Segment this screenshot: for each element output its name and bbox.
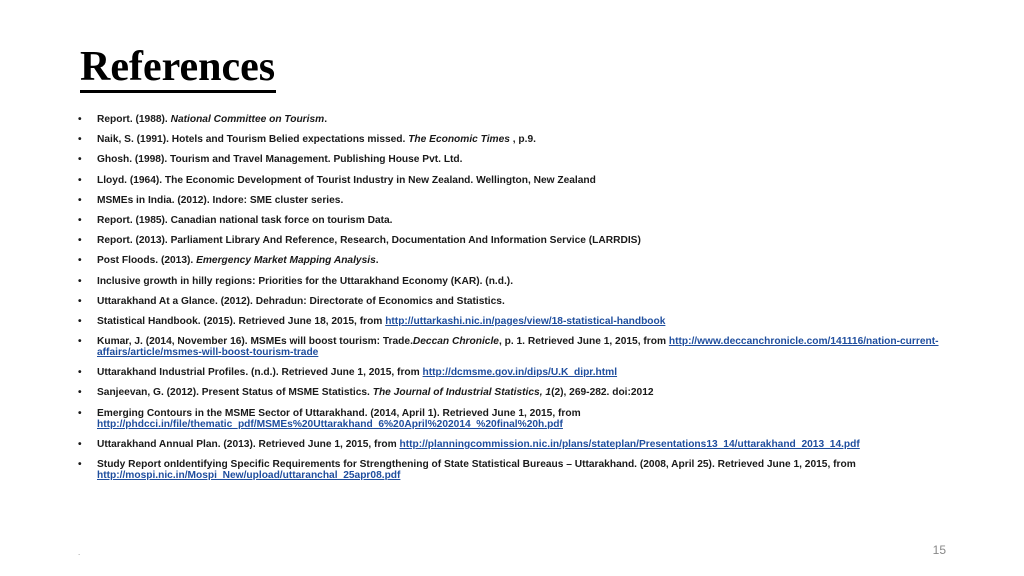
reference-link[interactable]: http://mospi.nic.in/Mospi_New/upload/uttaranchal_25apr08.pdf — [97, 470, 401, 481]
page-number: 15 — [932, 543, 946, 557]
reference-text: Post Floods. (2013). — [97, 255, 197, 267]
bullet-icon: • — [78, 407, 82, 419]
reference-link[interactable]: http://dcmsme.gov.in/dips/U.K_dipr.html — [422, 367, 618, 379]
reference-italic: Deccan Chronicle — [412, 336, 499, 348]
bullet-icon: • — [78, 154, 82, 166]
corner-mark: . — [78, 548, 81, 557]
reference-item — [78, 276, 958, 287]
reference-item — [78, 316, 958, 327]
bullet-icon: • — [78, 134, 82, 146]
reference-text-after: , p. 1. Retrieved June 1, 2015, from — [498, 336, 669, 348]
bullet-icon: • — [78, 214, 82, 226]
reference-item — [78, 367, 958, 378]
bullet-icon: • — [78, 114, 82, 125]
reference-item — [78, 215, 958, 226]
references-list — [78, 114, 958, 490]
reference-text: Uttarakhand Industrial Profiles. (n.d.). Retrieved June 1, 2015, from — [97, 367, 423, 379]
bullet-icon: • — [78, 459, 82, 470]
reference-item — [78, 408, 958, 430]
reference-text: Statistical Handbook. (2015). Retrieved June 18, 2015, from — [97, 315, 386, 327]
reference-italic: National Committee on Tourism — [170, 114, 325, 125]
bullet-icon: • — [78, 275, 82, 287]
reference-item — [78, 195, 958, 206]
reference-text-after: . — [375, 255, 379, 267]
bullet-icon: • — [78, 194, 82, 206]
reference-text: Kumar, J. (2014, November 16). MSMEs will boost tourism: Trade. — [97, 336, 413, 348]
reference-text: Emerging Contours in the MSME Sector of Uttarakhand. (2014, April 1). Retrieved June 1, 2015, from — [97, 407, 581, 419]
reference-text: Sanjeevan, G. (2012). Present Status of MSME Statistics. — [97, 387, 373, 399]
bullet-icon: • — [78, 255, 82, 267]
reference-text: Ghosh. (1998). Tourism and Travel Management. Publishing House Pvt. Ltd. — [97, 154, 463, 166]
reference-italic: The Journal of Industrial Statistics, 1 — [372, 387, 552, 399]
title-underline — [80, 90, 276, 93]
reference-text: Inclusive growth in hilly regions: Priorities for the Uttarakhand Economy (KAR). (n.d.). — [97, 275, 514, 287]
reference-item — [78, 154, 958, 165]
reference-text: Report. (1985). Canadian national task force on tourism Data. — [97, 214, 393, 226]
reference-text: Report. (2013). Parliament Library And Reference, Research, Documentation And Information Service (LARRDIS) — [97, 235, 641, 247]
reference-item — [78, 439, 958, 450]
bullet-icon: • — [78, 367, 82, 379]
reference-item — [78, 175, 958, 186]
reference-item — [78, 134, 958, 145]
reference-item — [78, 459, 958, 481]
reference-item — [78, 235, 958, 246]
reference-italic: The Economic Times — [408, 134, 510, 146]
reference-text: Naik, S. (1991). Hotels and Tourism Belied expectations missed. — [97, 134, 409, 146]
reference-text: Uttarakhand Annual Plan. (2013). Retrieved June 1, 2015, from — [97, 438, 400, 450]
bullet-icon: • — [78, 438, 82, 450]
reference-text-after: . — [324, 114, 328, 125]
reference-text: Lloyd. (1964). The Economic Development of Tourist Industry in New Zealand. Wellington, New Zealand — [97, 174, 596, 186]
bullet-icon: • — [78, 295, 82, 307]
bullet-icon: • — [78, 315, 82, 327]
reference-text: Report. (1988). — [97, 114, 171, 125]
reference-item — [78, 114, 958, 125]
reference-item — [78, 296, 958, 307]
reference-link[interactable]: http://phdcci.in/file/thematic_pdf/MSMEs%20Uttarakhand_6%20April%202014_%20final%20h.pdf — [97, 418, 563, 430]
bullet-icon: • — [78, 387, 82, 399]
reference-item — [78, 255, 958, 266]
reference-link[interactable]: http://uttarkashi.nic.in/pages/view/18-statistical-handbook — [385, 315, 666, 327]
bullet-icon: • — [78, 336, 82, 348]
reference-link[interactable]: http://planningcommission.nic.in/plans/stateplan/Presentations13_14/uttarakhand_2013_14.pdf — [399, 438, 860, 450]
bullet-icon: • — [78, 174, 82, 186]
page-title: References — [80, 44, 276, 90]
reference-item — [78, 387, 958, 398]
reference-item — [78, 336, 958, 358]
bullet-icon: • — [78, 235, 82, 247]
reference-italic: Emergency Market Mapping Analysis — [196, 255, 376, 267]
reference-text: Study Report onIdentifying Specific Requirements for Strengthening of State Statistical Bureaus – Uttarakhand. (2008, April 25). Retrieved June 1, 2015, from — [97, 459, 856, 470]
reference-text-after: , p.9. — [509, 134, 536, 146]
reference-text: MSMEs in India. (2012). Indore: SME cluster series. — [97, 194, 344, 206]
reference-text-after: (2), 269-282. doi:2012 — [551, 387, 654, 399]
reference-text: Uttarakhand At a Glance. (2012). Dehradun: Directorate of Economics and Statistics. — [97, 295, 505, 307]
reference-link[interactable]: http://www.deccanchronicle.com/141116/nation-current-affairs/article/msmes-will-boost-tourism-trade — [97, 336, 939, 359]
